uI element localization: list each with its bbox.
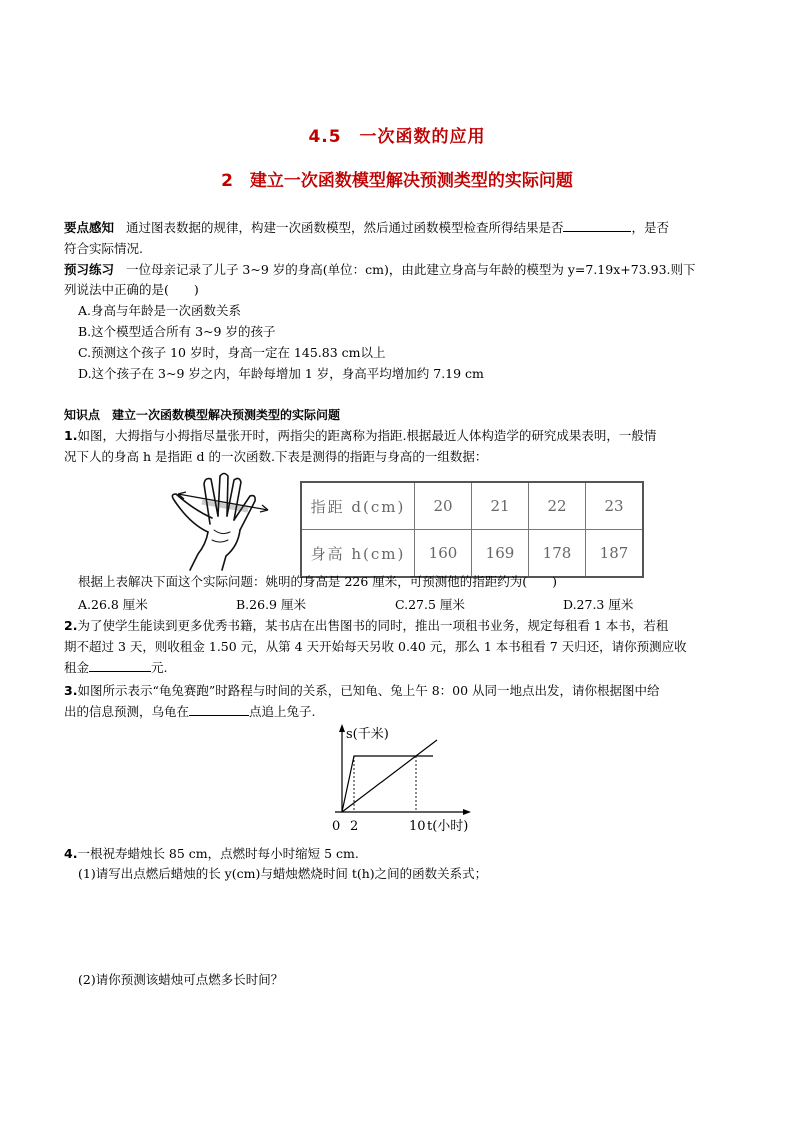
preview-stem: 一位母亲记录了儿子 3~9 岁的身高(单位：cm)，由此建立身高与年龄的模型为 y=7.19x+73.93.则下 <box>125 262 696 277</box>
table-cell: 178 <box>529 530 586 578</box>
tick-label: 10 <box>409 819 426 834</box>
q2-line-3 <box>64 659 744 677</box>
table-cell: 22 <box>529 482 586 530</box>
race-graph <box>315 722 475 837</box>
q1-line-1 <box>64 427 744 445</box>
tortoise-line <box>342 740 437 812</box>
q2-stem-3: 租金 <box>64 660 90 675</box>
table-cell: 169 <box>472 530 529 578</box>
y-axis-arrow <box>339 724 345 732</box>
preview-line-1 <box>64 261 744 279</box>
key-points-line-2: 符合实际情况. <box>64 241 143 256</box>
table-header-height: 身高 h(cm) <box>301 530 415 578</box>
q4-number: 4. <box>64 846 78 861</box>
q2-line-1 <box>64 617 744 635</box>
q4-stem: 一根祝寿蜡烛长 85 cm，点燃时每小时缩短 5 cm. <box>77 846 359 861</box>
q3-stem-2: 出的信息预测，乌龟在 <box>64 704 190 719</box>
table-header-finger-span: 指距 d(cm) <box>301 482 415 530</box>
q1-option-a[interactable]: A.26.8 厘米 <box>78 597 148 612</box>
q3-line-2 <box>64 703 744 721</box>
tick-label: 2 <box>350 819 359 834</box>
q3-stem: 如图所示表示“龟兔赛跑”时路程与时间的关系，已知龟、兔上午 8：00 从同一地点出发，请你根据图中给 <box>77 683 660 698</box>
q1-option-d[interactable]: D.27.3 厘米 <box>563 597 634 612</box>
q2-stem-3-end: 元. <box>151 660 168 675</box>
q2-stem: 为了使学生能读到更多优秀书籍，某书店在出售图书的同时，推出一项租书业务，规定每租看 1 本书，若租 <box>77 618 669 633</box>
page-subtitle: 2 建立一次函数模型解决预测类型的实际问题 <box>221 171 573 191</box>
key-points-text-end: ，是否 <box>631 220 669 235</box>
x-axis-label: t(小时) <box>427 819 469 834</box>
q3-line-1 <box>64 682 744 700</box>
table-row <box>301 530 643 578</box>
q1-option-b[interactable]: B.26.9 厘米 <box>236 597 306 612</box>
q3-number: 3. <box>64 683 78 698</box>
q4-line-1 <box>64 845 744 863</box>
q3-stem-2-end: 点追上兔子. <box>249 704 316 719</box>
key-points-text: 通过图表数据的规律，构建一次函数模型，然后通过函数模型检查所得结果是否 <box>125 220 564 235</box>
table-cell: 21 <box>472 482 529 530</box>
table-cell: 160 <box>415 530 472 578</box>
hare-line <box>342 756 433 812</box>
preview-option-a[interactable]: A.身高与年龄是一次函数关系 <box>78 303 242 318</box>
y-axis-label: s(千米) <box>346 727 389 742</box>
q1-question: 根据上表解决下面这个实际问题：姚明的身高是 226 厘米，可预测他的指距约为( ) <box>78 574 558 589</box>
page-title: 4.5 一次函数的应用 <box>308 127 486 147</box>
preview-option-b[interactable]: B.这个模型适合所有 3~9 岁的孩子 <box>78 324 276 339</box>
finger-span-table <box>300 481 644 578</box>
preview-stem-2: 列说法中正确的是( ) <box>64 282 199 297</box>
q1-option-c[interactable]: C.27.5 厘米 <box>395 597 465 612</box>
q2-stem-2: 期不超过 3 天，则收租金 1.50 元，从第 4 天开始每天另收 0.40 元，那么 1 本书租看 7 天归还，请你预测应收 <box>64 639 687 654</box>
hand-illustration <box>168 472 273 572</box>
table-row <box>301 482 643 530</box>
preview-option-d[interactable]: D.这个孩子在 3~9 岁之内，年龄每增加 1 岁，身高平均增加约 7.19 cm <box>78 366 484 381</box>
table-cell: 20 <box>415 482 472 530</box>
answer-blank[interactable] <box>89 659 151 672</box>
table-cell: 187 <box>586 530 644 578</box>
key-points-label: 要点感知 <box>64 220 115 235</box>
key-points-line-1 <box>64 219 744 237</box>
preview-option-c[interactable]: C.预测这个孩子 10 岁时，身高一定在 145.83 cm以上 <box>78 345 386 360</box>
knowledge-label: 知识点 建立一次函数模型解决预测类型的实际问题 <box>64 408 341 422</box>
origin-label: 0 <box>332 819 341 834</box>
q1-stem-2: 况下人的身高 h 是指距 d 的一次函数.下表是测得的指距与身高的一组数据： <box>64 449 488 464</box>
q2-number: 2. <box>64 618 78 633</box>
q1-stem: 如图，大拇指与小拇指尽量张开时，两指尖的距离称为指距.根据最近人体构造学的研究成果表明，一般情 <box>77 428 657 443</box>
q1-number: 1. <box>64 428 78 443</box>
answer-blank[interactable] <box>563 219 631 232</box>
preview-label: 预习练习 <box>64 262 115 277</box>
q4-part-1: (1)请写出点燃后蜡烛的长 y(cm)与蜡烛燃烧时间 t(h)之间的函数关系式； <box>78 866 488 881</box>
answer-blank[interactable] <box>189 703 249 716</box>
table-cell: 23 <box>586 482 644 530</box>
q4-part-2: (2)请你预测该蜡烛可点燃多长时间？ <box>78 972 284 987</box>
x-axis-arrow <box>463 809 471 815</box>
